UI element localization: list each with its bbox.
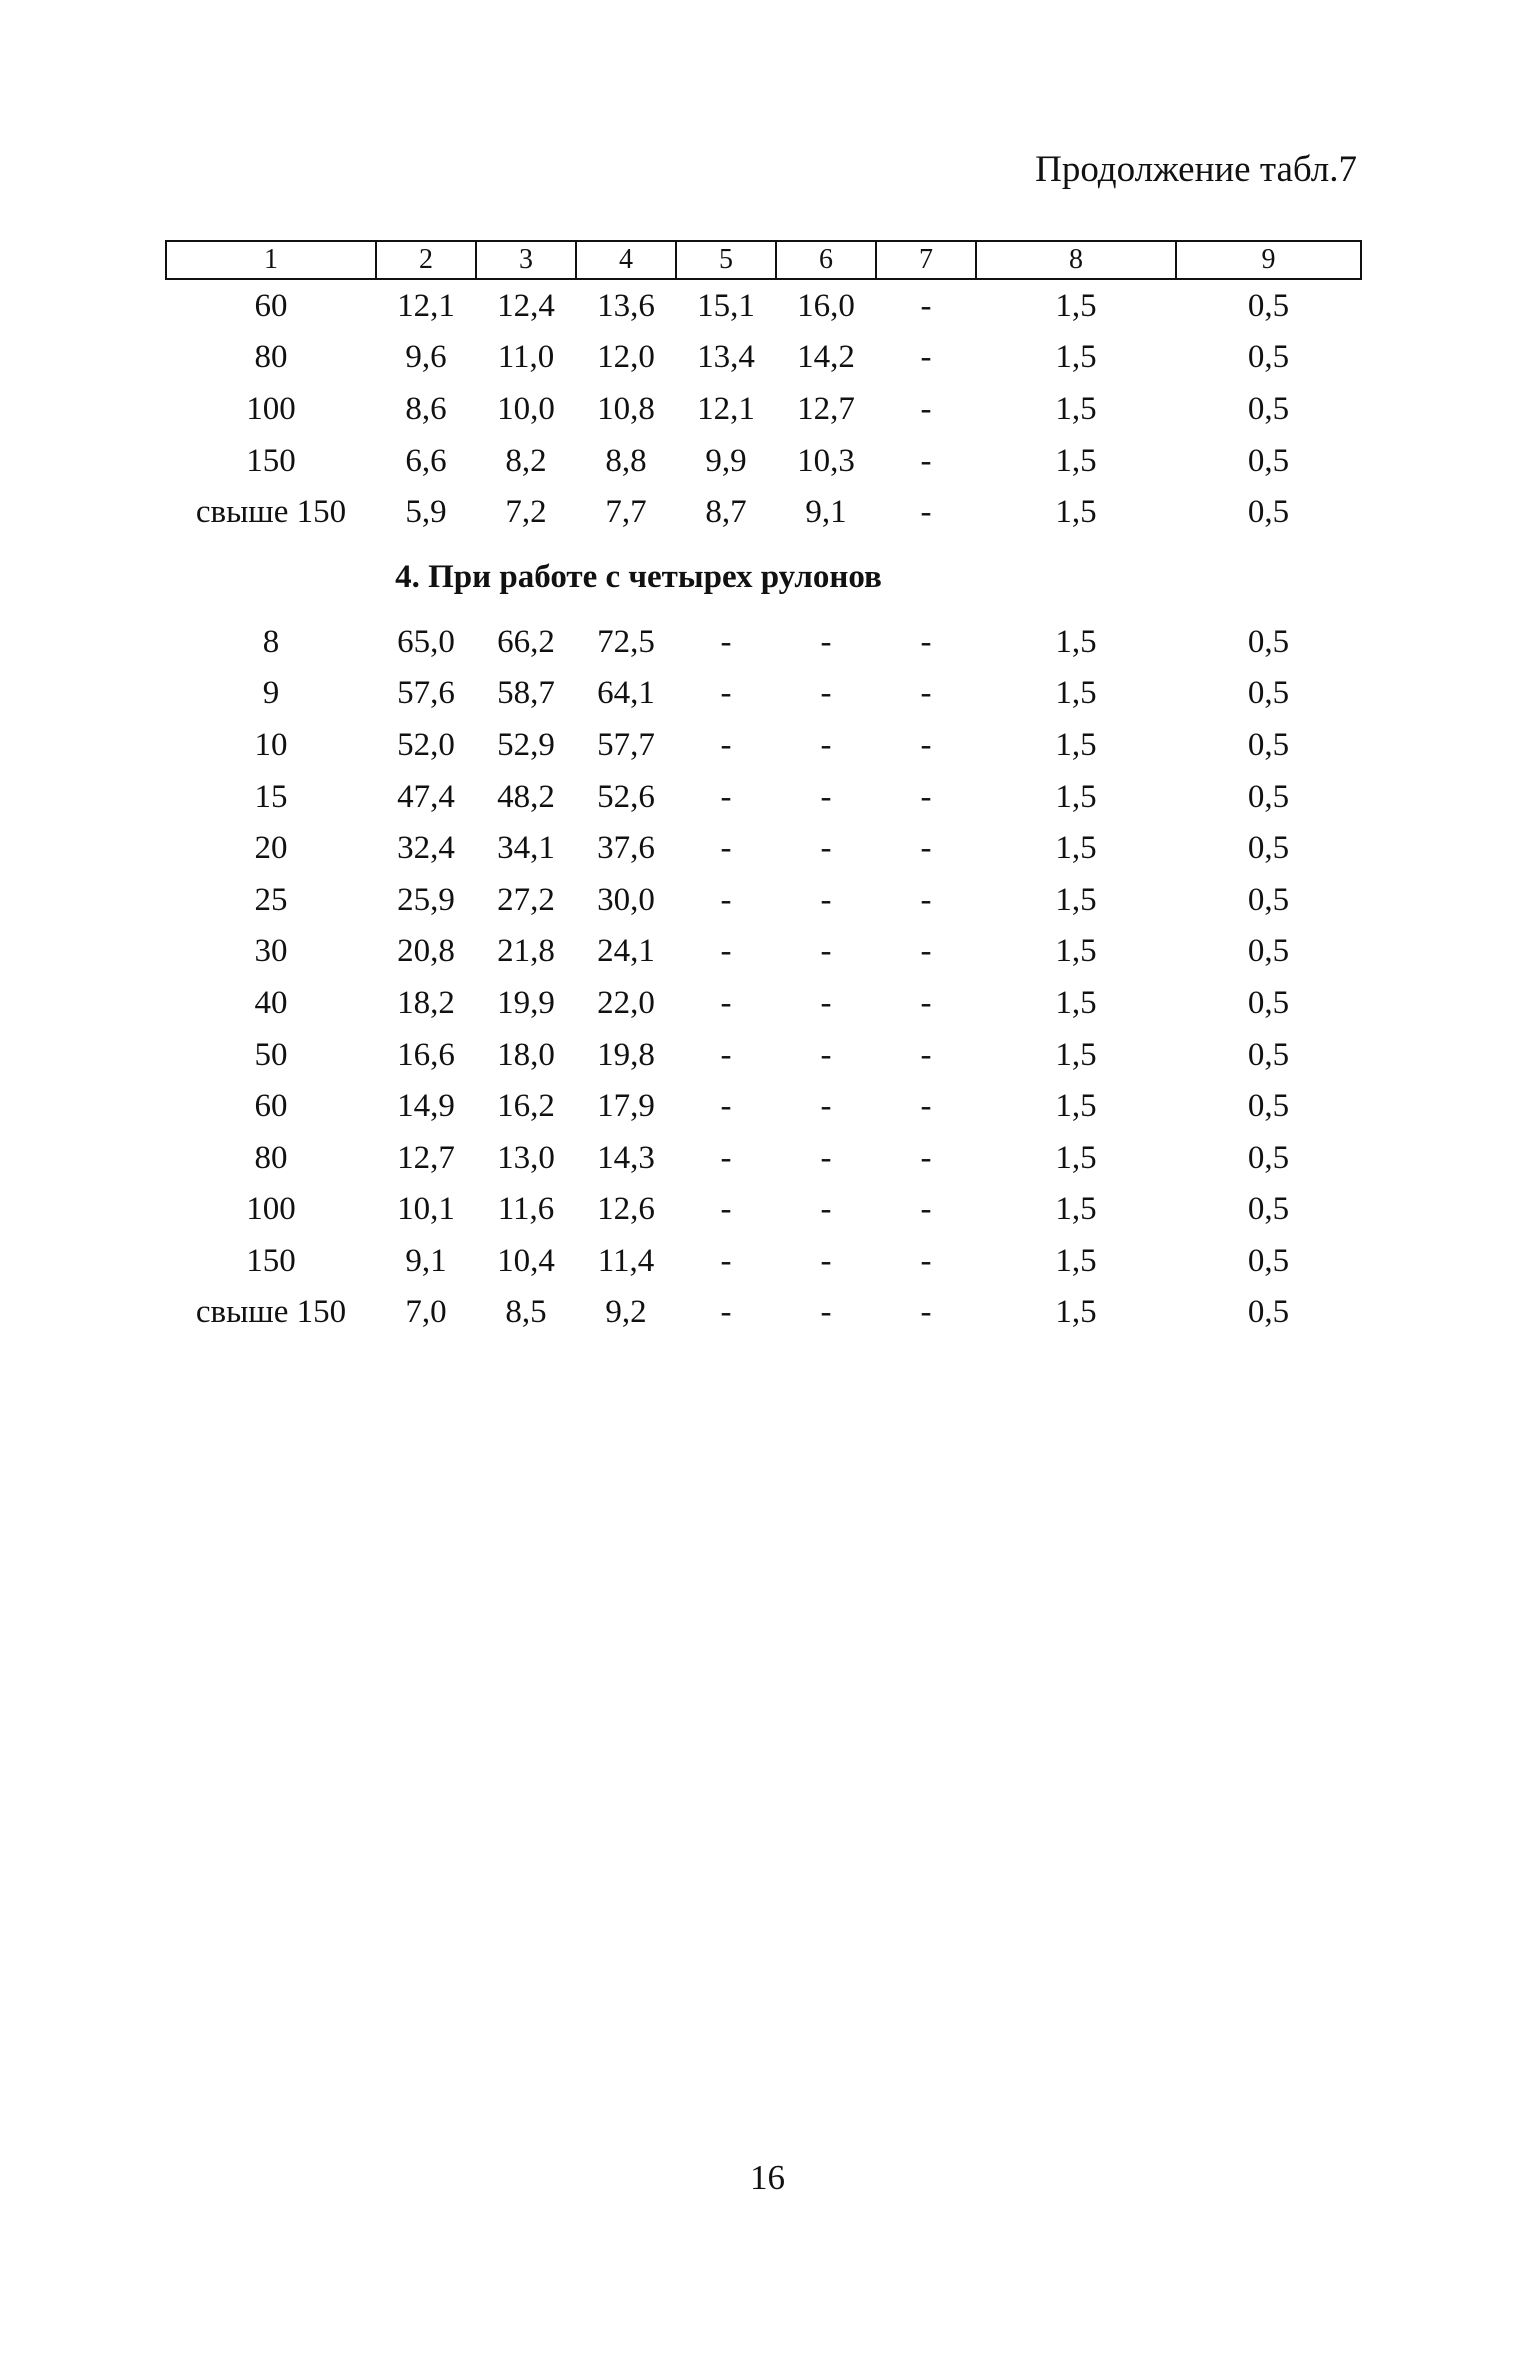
table-cell: 57,7 — [597, 726, 655, 763]
table-cell: 37,6 — [597, 830, 655, 867]
table-cell: 52,6 — [597, 778, 655, 815]
table-cell: 0,5 — [1247, 494, 1290, 531]
table-cell: 12,1 — [697, 390, 755, 427]
table-cell: - — [820, 881, 832, 918]
table-header — [166, 241, 1361, 279]
table-cell: 1,5 — [1055, 778, 1097, 815]
table-cell: 0,5 — [1247, 1088, 1290, 1125]
table-cell: 14,3 — [597, 1139, 655, 1176]
table-row — [166, 874, 1361, 926]
table-cell: 9,6 — [405, 339, 447, 376]
table-cell: 60 — [254, 1088, 288, 1125]
table-cell: - — [820, 1191, 832, 1228]
table-cell: 0,5 — [1247, 1036, 1290, 1073]
table-cell: 6,6 — [405, 442, 447, 479]
table-cell: 0,5 — [1247, 675, 1290, 712]
table-cell: - — [920, 339, 932, 376]
table-cell: - — [920, 1294, 932, 1331]
table-cell: 0,5 — [1247, 390, 1290, 427]
table-cell: - — [720, 1191, 732, 1228]
table-cell: 9 — [262, 675, 280, 712]
table-cell: 12,1 — [397, 287, 455, 324]
table-cell: - — [720, 1036, 732, 1073]
table-row — [166, 1287, 1361, 1339]
table-cell: 60 — [254, 287, 288, 324]
table-cell: 8,7 — [705, 494, 747, 531]
table-cell: 16,2 — [497, 1088, 555, 1125]
table-row — [166, 977, 1361, 1029]
table-cell: 0,5 — [1247, 984, 1290, 1021]
column-header-9: 9 — [1176, 241, 1361, 279]
table-cell: - — [720, 623, 732, 660]
table-cell: 32,4 — [397, 830, 455, 867]
table-cell: - — [920, 830, 932, 867]
table-cell: 5,9 — [405, 494, 447, 531]
table-cell: 52,0 — [397, 726, 455, 763]
table-cell: 1,5 — [1055, 881, 1097, 918]
column-header-8: 8 — [976, 241, 1176, 279]
table-cell: 8,6 — [405, 390, 447, 427]
table-cell: 10,0 — [497, 390, 555, 427]
table-cell: - — [920, 778, 932, 815]
table-row — [166, 1080, 1361, 1132]
table-cell: 25 — [254, 881, 288, 918]
table-cell: - — [820, 933, 832, 970]
table-cell: 18,2 — [397, 984, 455, 1021]
table-cell: - — [720, 830, 732, 867]
table-cell: 0,5 — [1247, 830, 1290, 867]
section-heading-row — [166, 538, 1361, 616]
column-header-3: 3 — [476, 241, 576, 279]
table-cell: - — [920, 726, 932, 763]
table-cell: 100 — [246, 390, 296, 427]
table-cell: 1,5 — [1055, 390, 1097, 427]
data-table — [165, 240, 1362, 1338]
table-cell: 65,0 — [397, 623, 455, 660]
table-cell: 20 — [254, 830, 288, 867]
table-cell: 1,5 — [1055, 726, 1097, 763]
table-cell: 8,2 — [505, 442, 547, 479]
table-cell: 16,6 — [397, 1036, 455, 1073]
table-cell: 16,0 — [797, 287, 855, 324]
table-cell: 1,5 — [1055, 1242, 1097, 1279]
table-cell: 0,5 — [1247, 623, 1290, 660]
table-cell: 12,0 — [597, 339, 655, 376]
table-cell: - — [920, 1088, 932, 1125]
table-cell: 30 — [254, 933, 288, 970]
table-cell: 0,5 — [1247, 1191, 1290, 1228]
table-cell: - — [820, 726, 832, 763]
table-row — [166, 435, 1361, 487]
table-cell: 24,1 — [597, 933, 655, 970]
table-cell: 57,6 — [397, 675, 455, 712]
table-cell: 0,5 — [1247, 881, 1290, 918]
table-cell: 0,5 — [1247, 1242, 1290, 1279]
table-cell: 1,5 — [1055, 1191, 1097, 1228]
table-cell: - — [820, 1139, 832, 1176]
table-row — [166, 822, 1361, 874]
table-cell: 1,5 — [1055, 623, 1097, 660]
table-row — [166, 616, 1361, 668]
table-cell: 52,9 — [497, 726, 555, 763]
column-header-2: 2 — [376, 241, 476, 279]
table-cell: - — [920, 1139, 932, 1176]
table-cell: - — [720, 726, 732, 763]
table-cell: свыше 150 — [195, 494, 347, 531]
table-cell: - — [920, 287, 932, 324]
table-cell: - — [920, 390, 932, 427]
table-cell: - — [920, 984, 932, 1021]
column-header-5: 5 — [676, 241, 776, 279]
table-cell: - — [720, 881, 732, 918]
table-cell: - — [920, 933, 932, 970]
table-cell: 14,9 — [397, 1088, 455, 1125]
table-cell: 19,9 — [497, 984, 555, 1021]
table-cell: 10,4 — [497, 1242, 555, 1279]
table-cell: 11,0 — [497, 339, 555, 376]
table-cell: 22,0 — [597, 984, 655, 1021]
table-row — [166, 926, 1361, 978]
table-cell: - — [720, 1242, 732, 1279]
table-cell: 40 — [254, 984, 288, 1021]
table-row — [166, 771, 1361, 823]
table-cell: 11,4 — [597, 1242, 655, 1279]
table-cell: 8 — [262, 623, 280, 660]
table-cell: 1,5 — [1055, 442, 1097, 479]
table-cell: 17,9 — [597, 1088, 655, 1125]
table-cell: 13,4 — [697, 339, 755, 376]
table-cell: - — [920, 623, 932, 660]
table-cell: 7,0 — [405, 1294, 447, 1331]
table-cell: 0,5 — [1247, 1139, 1290, 1176]
table-row — [166, 383, 1361, 435]
table-cell: - — [920, 1242, 932, 1279]
table-cell: - — [720, 1139, 732, 1176]
table-cell: - — [920, 442, 932, 479]
table-row — [166, 719, 1361, 771]
table-cell: 20,8 — [397, 933, 455, 970]
table-cell: 19,8 — [597, 1036, 655, 1073]
table-cell: - — [920, 1191, 932, 1228]
table-cell: 1,5 — [1055, 1036, 1097, 1073]
table-cell: 10,8 — [597, 390, 655, 427]
table-cell: 1,5 — [1055, 1139, 1097, 1176]
table-cell: - — [720, 933, 732, 970]
table-cell: 0,5 — [1247, 726, 1290, 763]
table-cell: 58,7 — [497, 675, 555, 712]
table-cell: 8,8 — [605, 442, 647, 479]
table-cell: 10,1 — [397, 1191, 455, 1228]
table-cell: 1,5 — [1055, 494, 1097, 531]
table-cell: свыше 150 — [195, 1294, 347, 1331]
table-cell: - — [820, 675, 832, 712]
table-cell: 1,5 — [1055, 830, 1097, 867]
table-cell: 30,0 — [597, 881, 655, 918]
table-cell: - — [920, 675, 932, 712]
table-cell: - — [920, 494, 932, 531]
table-cell: 9,1 — [405, 1242, 447, 1279]
table-cell: 9,2 — [605, 1294, 647, 1331]
table-cell: 9,1 — [805, 494, 847, 531]
table-cell: 14,2 — [797, 339, 855, 376]
table-cell: - — [820, 778, 832, 815]
table-cell: 72,5 — [597, 623, 655, 660]
table-cell: 150 — [246, 1242, 296, 1279]
table-cell: 34,1 — [497, 830, 555, 867]
table-cell: 0,5 — [1247, 442, 1290, 479]
table-cell: 21,8 — [497, 933, 555, 970]
table-cell: 13,6 — [597, 287, 655, 324]
section-title: 4. При работе с четырех рулонов — [395, 558, 882, 595]
table-cell: - — [720, 778, 732, 815]
table-cell: 12,7 — [397, 1139, 455, 1176]
page-number: 16 — [750, 2158, 785, 2197]
table-cell: 50 — [254, 1036, 288, 1073]
table-cell: 8,5 — [505, 1294, 547, 1331]
table-cell: 0,5 — [1247, 287, 1290, 324]
section-heading-cell — [166, 538, 1361, 616]
table-cell: - — [920, 1036, 932, 1073]
table-cell: 64,1 — [597, 675, 655, 712]
table-cell: 10,3 — [797, 442, 855, 479]
table-cell: - — [820, 830, 832, 867]
table-cell: - — [720, 1088, 732, 1125]
table-cell: - — [720, 675, 732, 712]
table-cell: 7,7 — [605, 494, 647, 531]
table-cell: 1,5 — [1055, 933, 1097, 970]
table-cell: 0,5 — [1247, 933, 1290, 970]
table-cell: 150 — [246, 442, 296, 479]
table-continuation-caption: Продолжение табл.7 — [1035, 149, 1357, 190]
table-cell: 1,5 — [1055, 339, 1097, 376]
table-cell: - — [820, 1088, 832, 1125]
table-cell: - — [820, 623, 832, 660]
table-cell: 13,0 — [497, 1139, 555, 1176]
table-cell: 1,5 — [1055, 287, 1097, 324]
table-cell: 0,5 — [1247, 778, 1290, 815]
table-cell: 9,9 — [705, 442, 747, 479]
table-cell: 0,5 — [1247, 339, 1290, 376]
table-cell: 18,0 — [497, 1036, 555, 1073]
table-cell: - — [720, 984, 732, 1021]
table-cell: 1,5 — [1055, 675, 1097, 712]
table-cell: 10 — [254, 726, 288, 763]
table-cell: 25,9 — [397, 881, 455, 918]
column-header-1: 1 — [166, 241, 376, 279]
column-header-7: 7 — [876, 241, 976, 279]
table-cell: 27,2 — [497, 881, 555, 918]
table-cell: - — [920, 881, 932, 918]
column-header-4: 4 — [576, 241, 676, 279]
table-row — [166, 332, 1361, 384]
table-row — [166, 1029, 1361, 1081]
table-cell: 66,2 — [497, 623, 555, 660]
table-cell: 1,5 — [1055, 984, 1097, 1021]
table-cell: 80 — [254, 339, 288, 376]
table-cell: 48,2 — [497, 778, 555, 815]
table-cell: - — [820, 984, 832, 1021]
table-cell: - — [820, 1294, 832, 1331]
table-row — [166, 668, 1361, 720]
table-row — [166, 279, 1361, 332]
table-cell: 11,6 — [497, 1191, 555, 1228]
table-cell: 12,4 — [497, 287, 555, 324]
table-cell: 12,7 — [797, 390, 855, 427]
table-cell: 1,5 — [1055, 1088, 1097, 1125]
table-cell: 7,2 — [505, 494, 547, 531]
table-cell: 47,4 — [397, 778, 455, 815]
table-body — [166, 279, 1361, 1338]
table-cell: 12,6 — [597, 1191, 655, 1228]
table-cell: 15 — [254, 778, 288, 815]
table-cell: - — [820, 1036, 832, 1073]
header-row — [166, 241, 1361, 279]
column-header-6: 6 — [776, 241, 876, 279]
table-cell: - — [720, 1294, 732, 1331]
table-cell: - — [820, 1242, 832, 1279]
table-cell: 1,5 — [1055, 1294, 1097, 1331]
table-row — [166, 1235, 1361, 1287]
table-row — [166, 1184, 1361, 1236]
table-cell: 100 — [246, 1191, 296, 1228]
table-row — [166, 1132, 1361, 1184]
table-cell: 80 — [254, 1139, 288, 1176]
table-cell: 0,5 — [1247, 1294, 1290, 1331]
table-row — [166, 486, 1361, 538]
table-cell: 15,1 — [697, 287, 755, 324]
